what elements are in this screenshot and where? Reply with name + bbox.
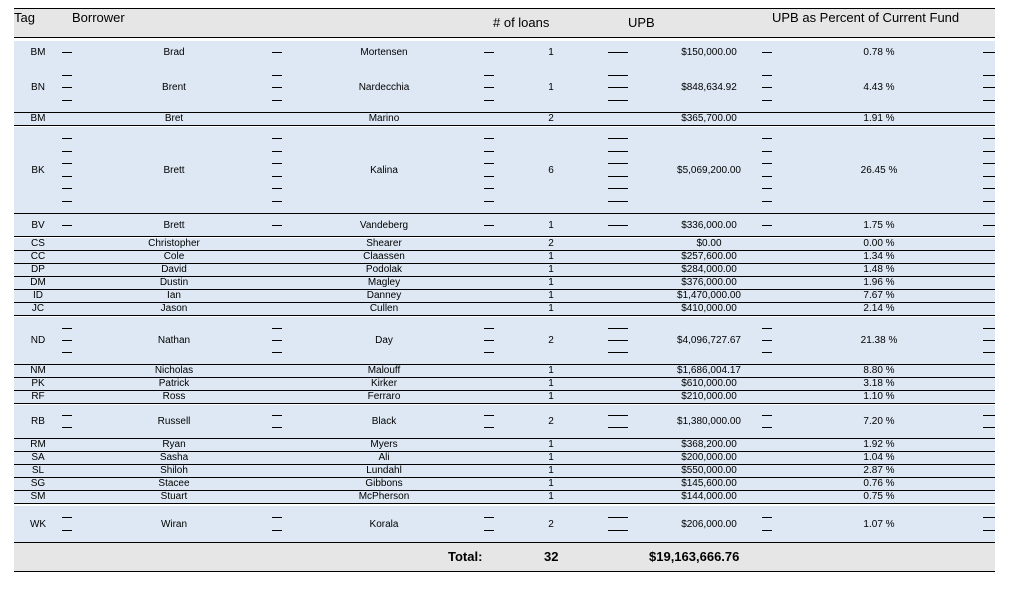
separator-dashes [272, 63, 282, 112]
row-last-name: Malouff [367, 365, 401, 376]
separator-dashes [608, 405, 628, 438]
row-first-name: Stuart [160, 491, 188, 502]
separator-dashes [484, 41, 494, 63]
separator-dashes [272, 506, 282, 542]
row-last-name: Gibbons [365, 478, 403, 489]
row-upb: $4,096,727.67 [677, 335, 741, 346]
row-last-name: Mortensen [360, 46, 408, 58]
row-last-name: Magley [367, 277, 401, 288]
row-upb: $376,000.00 [681, 277, 737, 288]
separator-dashes [62, 41, 72, 63]
separator-dashes [484, 405, 494, 438]
row-first-name: Jason [160, 303, 188, 314]
row-loan-count: 1 [548, 82, 554, 93]
row-loan-count: 1 [548, 478, 554, 489]
row-tag: SA [31, 452, 45, 463]
row-upb: $5,069,200.00 [677, 164, 741, 176]
row-tag: NM [30, 365, 46, 376]
separator-dashes [762, 41, 772, 63]
row-first-name: Nathan [157, 335, 191, 346]
row-tag: SG [30, 478, 46, 489]
separator-dashes [983, 214, 995, 236]
row-percent: 1.92 % [863, 439, 895, 450]
row-percent: 4.43 % [863, 82, 895, 93]
separator-dashes [983, 63, 995, 112]
row-last-name: Lundahl [366, 465, 402, 476]
row-tag: JC [31, 303, 45, 314]
table-row [14, 465, 995, 478]
row-loan-count: 1 [548, 303, 554, 314]
row-first-name: David [161, 264, 187, 275]
row-percent: 1.48 % [863, 264, 895, 275]
separator-dashes [983, 127, 995, 213]
row-loan-count: 2 [548, 238, 554, 249]
separator-dashes [762, 506, 772, 542]
separator-dashes [272, 405, 282, 438]
table-row [14, 251, 995, 264]
row-last-name: Cullen [369, 303, 399, 314]
row-loan-count: 1 [548, 219, 554, 231]
separator-dashes [608, 317, 628, 364]
row-percent: 0.00 % [863, 238, 895, 249]
row-first-name: Brad [163, 46, 185, 58]
row-loan-count: 1 [548, 439, 554, 450]
table-row [14, 365, 995, 378]
row-loan-count: 1 [548, 465, 554, 476]
row-first-name: Ian [167, 290, 181, 301]
row-upb: $0.00 [696, 238, 722, 249]
separator-dashes [983, 506, 995, 542]
row-upb: $206,000.00 [681, 518, 737, 530]
row-upb: $365,700.00 [681, 113, 737, 124]
row-upb: $210,000.00 [681, 391, 737, 402]
row-percent: 1.34 % [863, 251, 895, 262]
row-last-name: Day [375, 335, 393, 346]
totals-row [14, 542, 995, 572]
separator-dashes [62, 127, 72, 213]
table-row [14, 303, 995, 316]
table-row [14, 405, 995, 439]
row-percent: 2.14 % [863, 303, 895, 314]
separator-dashes [272, 41, 282, 63]
row-first-name: Wiran [160, 518, 188, 530]
separator-dashes [983, 405, 995, 438]
totals-upb: $19,163,666.76 [649, 549, 740, 564]
table-row [14, 391, 995, 404]
row-loan-count: 1 [548, 264, 554, 275]
row-last-name: Korala [369, 518, 399, 530]
row-first-name: Ross [162, 391, 186, 402]
separator-dashes [983, 317, 995, 364]
row-last-name: Ali [378, 452, 390, 463]
row-tag: RM [30, 439, 46, 450]
separator-dashes [62, 317, 72, 364]
row-upb: $550,000.00 [681, 465, 737, 476]
separator-dashes [762, 317, 772, 364]
row-tag: RF [31, 391, 45, 402]
table-row [14, 478, 995, 491]
row-loan-count: 2 [548, 518, 554, 530]
row-upb: $368,200.00 [681, 439, 737, 450]
separator-dashes [484, 127, 494, 213]
table-row [14, 264, 995, 277]
table-header [14, 8, 995, 38]
row-tag: BK [31, 164, 45, 176]
table-row [14, 277, 995, 290]
row-last-name: Kalina [370, 164, 398, 176]
header-num-loans: # of loans [493, 15, 550, 30]
row-upb: $257,600.00 [681, 251, 737, 262]
separator-dashes [484, 63, 494, 112]
header-tag: Tag [14, 10, 35, 25]
row-last-name: Shearer [366, 238, 402, 249]
table-row [14, 113, 995, 126]
row-upb: $410,000.00 [681, 303, 737, 314]
row-percent: 1.75 % [863, 219, 895, 231]
row-last-name: McPherson [358, 491, 410, 502]
separator-dashes [762, 63, 772, 112]
separator-dashes [762, 214, 772, 236]
table-row [14, 506, 995, 543]
row-first-name: Ryan [162, 439, 186, 450]
row-upb: $1,380,000.00 [677, 416, 741, 427]
row-loan-count: 1 [548, 290, 554, 301]
row-loan-count: 1 [548, 46, 554, 58]
row-loan-count: 1 [548, 491, 554, 502]
table-row [14, 127, 995, 214]
row-last-name: Podolak [365, 264, 403, 275]
row-loan-count: 1 [548, 452, 554, 463]
row-percent: 26.45 % [860, 164, 898, 176]
row-upb: $1,470,000.00 [677, 290, 741, 301]
row-percent: 1.07 % [863, 518, 895, 530]
separator-dashes [608, 41, 628, 63]
row-tag: DM [30, 277, 46, 288]
separator-dashes [608, 63, 628, 112]
row-upb: $200,000.00 [681, 452, 737, 463]
separator-dashes [484, 317, 494, 364]
separator-dashes [272, 127, 282, 213]
separator-dashes [62, 506, 72, 542]
table-row [14, 290, 995, 303]
row-percent: 3.18 % [863, 378, 895, 389]
row-loan-count: 2 [548, 335, 554, 346]
row-last-name: Vandeberg [359, 219, 409, 231]
totals-loans: 32 [544, 549, 559, 564]
row-last-name: Kirker [370, 378, 398, 389]
row-loan-count: 1 [548, 378, 554, 389]
row-tag: BN [31, 82, 45, 93]
row-upb: $144,000.00 [681, 491, 737, 502]
row-percent: 0.75 % [863, 491, 895, 502]
totals-label: Total: [448, 549, 483, 564]
header-percent: UPB as Percent of Current Fund [772, 10, 960, 25]
table-row [14, 378, 995, 391]
row-tag: CC [30, 251, 46, 262]
row-upb: $145,600.00 [681, 478, 737, 489]
separator-dashes [608, 127, 628, 213]
row-tag: BM [30, 46, 46, 58]
row-upb: $848,634.92 [681, 82, 737, 93]
row-tag: DP [31, 264, 45, 275]
row-last-name: Danney [366, 290, 402, 301]
table-row [14, 238, 995, 251]
row-percent: 0.76 % [863, 478, 895, 489]
separator-dashes [62, 405, 72, 438]
row-first-name: Dustin [159, 277, 189, 288]
table-row [14, 452, 995, 465]
row-tag: BM [30, 113, 46, 124]
row-first-name: Patrick [158, 378, 190, 389]
row-first-name: Cole [163, 251, 185, 262]
row-percent: 1.04 % [863, 452, 895, 463]
row-percent: 0.78 % [863, 46, 895, 58]
row-loan-count: 2 [548, 113, 554, 124]
table-row [14, 317, 995, 365]
row-percent: 8.80 % [863, 365, 895, 376]
table-row [14, 41, 995, 64]
separator-dashes [62, 214, 72, 236]
row-first-name: Bret [164, 113, 184, 124]
table-row [14, 439, 995, 452]
row-percent: 1.96 % [863, 277, 895, 288]
row-percent: 1.10 % [863, 391, 895, 402]
separator-dashes [484, 214, 494, 236]
row-first-name: Brent [162, 82, 186, 93]
row-tag: ND [30, 335, 46, 346]
separator-dashes [62, 63, 72, 112]
separator-dashes [608, 214, 628, 236]
separator-dashes [762, 127, 772, 213]
row-upb: $1,686,004.17 [677, 365, 741, 376]
row-tag: SL [31, 465, 45, 476]
row-upb: $284,000.00 [681, 264, 737, 275]
row-first-name: Sasha [159, 452, 189, 463]
separator-dashes [983, 41, 995, 63]
table-row [14, 214, 995, 237]
row-tag: WK [29, 518, 47, 530]
row-first-name: Nicholas [154, 365, 194, 376]
row-tag: PK [31, 378, 45, 389]
row-tag: CS [31, 238, 45, 249]
row-tag: BV [31, 219, 45, 231]
row-upb: $150,000.00 [681, 46, 737, 58]
header-borrower: Borrower [72, 10, 125, 25]
row-loan-count: 1 [548, 277, 554, 288]
row-loan-count: 6 [548, 164, 554, 176]
row-percent: 7.67 % [863, 290, 895, 301]
row-first-name: Christopher [148, 238, 200, 249]
separator-dashes [608, 506, 628, 542]
table-row [14, 491, 995, 504]
separator-dashes [484, 506, 494, 542]
separator-dashes [272, 214, 282, 236]
row-loan-count: 1 [548, 251, 554, 262]
header-upb: UPB [628, 15, 655, 30]
row-loan-count: 2 [548, 416, 554, 427]
separator-dashes [762, 405, 772, 438]
row-tag: ID [33, 290, 43, 301]
row-first-name: Brett [163, 164, 185, 176]
row-last-name: Marino [368, 113, 400, 124]
row-loan-count: 1 [548, 391, 554, 402]
row-tag: RB [31, 416, 45, 427]
row-first-name: Russell [157, 416, 191, 427]
row-upb: $336,000.00 [681, 219, 737, 231]
row-percent: 7.20 % [863, 416, 895, 427]
separator-dashes [272, 317, 282, 364]
row-last-name: Black [371, 416, 397, 427]
row-loan-count: 1 [548, 365, 554, 376]
row-last-name: Claassen [363, 251, 405, 262]
row-last-name: Ferraro [367, 391, 401, 402]
row-tag: SM [30, 491, 46, 502]
row-first-name: Brett [163, 219, 185, 231]
row-upb: $610,000.00 [681, 378, 737, 389]
row-percent: 1.91 % [863, 113, 895, 124]
row-first-name: Shiloh [160, 465, 188, 476]
row-percent: 2.87 % [863, 465, 895, 476]
row-percent: 21.38 % [860, 335, 898, 346]
row-last-name: Nardecchia [358, 82, 410, 93]
table-row [14, 63, 995, 113]
row-last-name: Myers [370, 439, 398, 450]
row-first-name: Stacee [158, 478, 190, 489]
